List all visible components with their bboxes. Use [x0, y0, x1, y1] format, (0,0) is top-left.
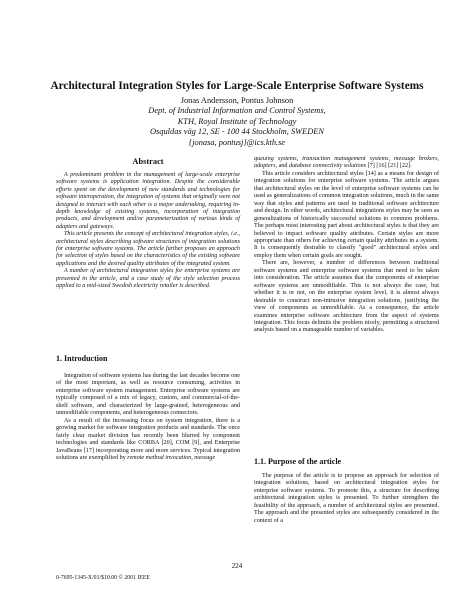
subsection-heading-purpose: 1.1. Purpose of the article: [254, 457, 342, 466]
body-paragraph: [254, 156, 439, 171]
author-names: Jonas Andersson, Pontus Johnson: [180, 96, 294, 105]
copyright-line: 0-7695-1345-X/01/$10.00 © 2001 IEEE: [56, 575, 150, 581]
affiliation-line-3: Osquldas väg 12, SE - 100 44 Stockholm, SWEDEN: [150, 127, 324, 137]
abstract-paragraph: This article presents the concept of architectural integration styles, i.e., architectural styles describing software structures of integration solutions for enterprise software systems. The article further proposes an approach for selection of styles based on the characteristics of the existing software applications and the desired quality attributes of the integrated system.: [56, 231, 240, 267]
affiliation-line-1: Dept. of Industrial Information and Control Systems,: [148, 106, 326, 116]
body-italic-span: remote method invocation, message: [127, 454, 216, 461]
abstract-paragraph: A number of architectural integration styles for enterprise systems are presented in the article, and a case study of the style selection process applied to a mid-sized Swedish electricity retailer is described.: [56, 268, 240, 290]
author-block: [0, 96, 474, 148]
abstract-paragraph: A predominant problem in the management of large-scale enterprise software systems is application integration. Despite the considerable efforts spent on the development of new standards and technologies for software interoperation, the integration of systems that originally were not designed to interact with each other is a major undertaking, requiring in-depth knowledge of existing systems, incorporation of integration products, and development and/or parameterization of various kinds of adapters and gateways.: [56, 172, 240, 230]
abstract-heading: Abstract: [132, 157, 164, 166]
introduction-body: [56, 373, 240, 462]
body-paragraph: [56, 418, 240, 463]
body-text-span: As a result of the increasing focus on system integration, there is a growing market for software integration products and standards. The once fairly clear market division has recently been blurred by component technologies and standards like CORBA [20], COM [9], and Enterprise JavaBeans [17] incorporating more and more services. Typical integration solutions are exemplified by: [56, 417, 240, 461]
affiliation-line-2: KTH, Royal Institute of Technology: [177, 116, 297, 126]
right-column-body: [254, 156, 439, 335]
author-email: {jonasa, pontusj}@ics.kth.se: [188, 137, 286, 147]
abstract-body: [56, 172, 240, 291]
purpose-body: [254, 473, 439, 525]
body-paragraph: The purpose of the article is to propose an approach for selection of integration solutions, based on architectural integration styles for enterprise software systems. To promote this, a structure for describing architectural integration styles is presented. To further strengthen the feasibility of the approach, a number of architectural styles are presented. The approach and the presented styles are subsequently considered in the context of a: [254, 473, 439, 524]
body-paragraph: There are, however, a number of differences between traditional software systems and enterprise software systems that need to be taken into consideration. The article assumes that the components of enterprise software systems are unmodifiable. This is not always the case, but whether it is or not, on the enterprise system level, it is almost always desirable to construct non-intrusive integration solutions, justifying the view of components as unmodifiable. As a consequence, the article examines enterprise software architecture from the aspect of systems integration. This focus delimits the problem nicely, permitting a structured analysis based on a manageable number of variables.: [254, 260, 439, 334]
body-italic-span: database connectivity solutions: [289, 163, 367, 170]
body-paragraph: Integration of software systems has during the last decades become one of the most important, as well as resource consuming, activities in enterprise software system management. Enterprise software systems are typically composed of a mix of legacy, custom, and commercial-of-the-shelf software, and characterized by large-grained, heterogeneous and unmodifiable components, and heterogeneous connectors.: [56, 373, 240, 417]
page-number: 224: [231, 562, 243, 570]
body-paragraph: This article considers architectural styles [14] as a means for design of integration solutions for enterprise software systems. The article argues that architectural styles on the level of enterprise software systems can be used as generalizations of common integration solutions, much in the same way that styles and patterns are used in traditional software architecture and design. In other words, architectural integrations styles may be seen as generalizations of historically successful solutions to common problems. The perhaps most interesting part about architectural styles is that they are believed to impact software quality attributes. Certain styles are more appropriate than others for achieving certain quality attributes in a system. It is consequently desirable to classify "good" architectural styles and employ them when certain goals are sought.: [254, 170, 439, 259]
body-text-span: and: [278, 163, 288, 170]
section-heading-introduction: 1. Introduction: [56, 354, 108, 363]
body-italic-span: queuing systems, transaction management systems, message brokers, adapters,: [254, 156, 439, 170]
paper-title: Architectural Integration Styles for Large-Scale Enterprise Software Systems: [50, 80, 424, 92]
body-text-span: [7] [16] [21] [22].: [367, 163, 412, 170]
